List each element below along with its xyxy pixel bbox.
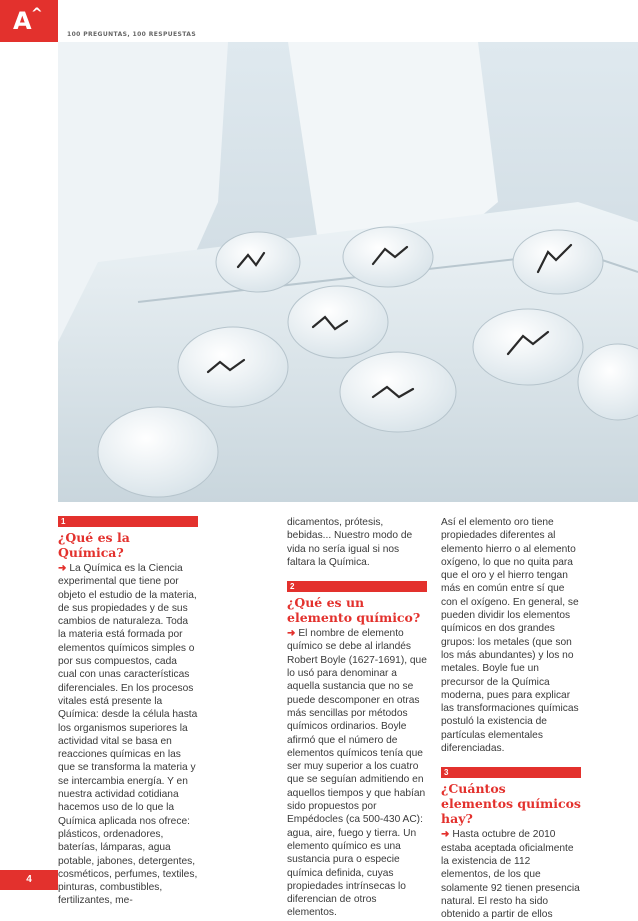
section-body: ➜ El nombre de elemento químico se debe al irlandés Robert Boyle (1627-1691), que lo usó para denominar a aquella sustancia que no se puede descomponer en otras más sencillas por métodos químicos ordinarios. Boyle afirmó que el número de elementos químicos tenía que ser muy superior a los cuatro que se seguían admitiendo en aquellos tiempos y que habían sido propuestos por Empédocles (ca 500-430 AC): agua, aire, fuego y tierra. Un elemento químico es una sustancia pura o especie química definida, cuyas propiedades intrínsecas lo diferencian de otros elementos. bbox=[287, 628, 427, 919]
section-title: ¿Cuántos elementos químicos hay? bbox=[441, 781, 581, 827]
page-number: 4 bbox=[0, 870, 58, 890]
section-body: ➜ La Química es la Ciencia experimental que tiene por objeto el estudio de la materia, de sus propiedades y de sus cambios de naturaleza. Toda la materia está formada por elementos químicos simples o por sus compuestos, cada cual con unas características diferenciales. En los procesos vitales está presente la Química: desde la célula hasta los organismos superiores la actividad vital se basa en reacciones químicas en las que se transforma la materia y se intercambia energía. Y en nuestra actividad cotidiana hacemos uso de lo que la Química aplicada nos ofrece: plásticos, ordenadores, baterías, lámparas, agua potable, jabones, detergentes, cosméticos, perfumes, textiles, pinturas, combustibles, fertilizantes, me- bbox=[58, 563, 198, 907]
section-title: ¿Qué es la Química? bbox=[58, 530, 130, 560]
column-2 bbox=[287, 516, 427, 920]
logo: A ^ bbox=[0, 0, 58, 42]
arrow-icon: ➜ bbox=[58, 563, 67, 574]
section-body: ➜ Hasta octubre de 2010 estaba aceptada oficialmente la existencia de 112 elementos, de los que solamente 92 tienen presencia natural. El resto ha sido obtenido a partir de ellos bbox=[441, 829, 580, 921]
column-1 bbox=[58, 516, 198, 908]
section-title: ¿Qué es un elemento químico? bbox=[287, 595, 421, 626]
continuation-text: Así el elemento oro tiene propiedades diferentes al elemento hierro o al elemento oxígeno, lo que no quita para que el oro y el hierro tengan más en común entre sí que con el oxígeno. En general, se pueden dividir los elementos químicos en dos grandes grupos: los metales (que son los más abundantes) y los no metales. Boyle fue un precursor de la Química moderna, pues para explicar las transformaciones químicas postuló la existencia de partículas elementales diferenciadas. bbox=[441, 517, 579, 755]
arrow-icon: ➜ bbox=[441, 829, 450, 841]
arrow-icon: ➜ bbox=[287, 628, 296, 640]
running-title: 100 PREGUNTAS, 100 RESPUESTAS bbox=[67, 31, 197, 38]
column-3 bbox=[441, 516, 581, 921]
section-number: 3 bbox=[441, 767, 581, 778]
continuation-text: dicamentos, prótesis, bebidas... Nuestro modo de vida no sería igual si nos faltara la Química. bbox=[287, 517, 413, 568]
section-number: 2 bbox=[287, 581, 427, 592]
section-number: 1 bbox=[58, 516, 198, 527]
lab-photo bbox=[58, 42, 638, 502]
